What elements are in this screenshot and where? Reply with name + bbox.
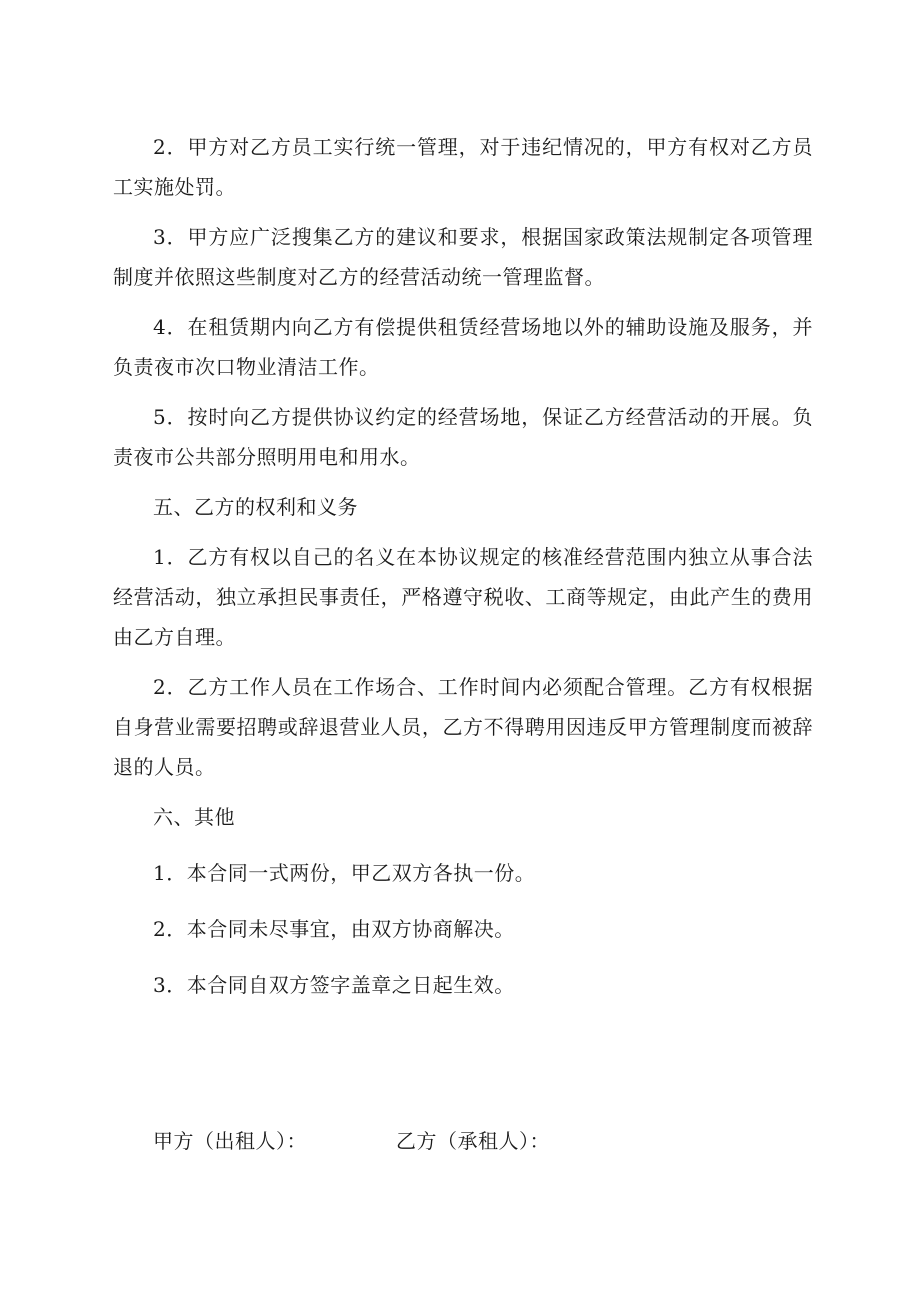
clause-4-3: 3．甲方应广泛搜集乙方的建议和要求，根据国家政策法规制定各项管理制度并依照这些制度对乙方的经营活动统一管理监督。 <box>113 225 813 289</box>
party-b-signature-label: 乙方（承租人）： <box>396 1129 550 1153</box>
clause-6-3: 3．本合同自双方签字盖章之日起生效。 <box>153 973 515 997</box>
clause-5-2: 2．乙方工作人员在工作场合、工作时间内必须配合管理。乙方有权根据自身营业需要招聘或辞退营业人员，乙方不得聘用因违反甲方管理制度而被辞退的人员。 <box>113 675 813 779</box>
section-5-heading: 五、乙方的权利和义务 <box>153 495 358 519</box>
clause-4-5: 5．按时向乙方提供协议约定的经营场地，保证乙方经营活动的开展。负责夜市公共部分照明用电和用水。 <box>113 405 813 469</box>
clause-6-2: 2．本合同未尽事宜，由双方协商解决。 <box>153 917 515 941</box>
signature-row <box>153 1121 773 1161</box>
clause-4-2: 2．甲方对乙方员工实行统一管理，对于违纪情况的，甲方有权对乙方员工实施处罚。 <box>113 135 813 199</box>
party-a-signature-label: 甲方（出租人）： <box>153 1129 307 1153</box>
clause-6-1: 1．本合同一式两份，甲乙双方各执一份。 <box>153 861 536 885</box>
clause-5-1: 1．乙方有权以自己的名义在本协议规定的核准经营范围内独立从事合法经营活动，独立承担民事责任，严格遵守税收、工商等规定，由此产生的费用由乙方自理。 <box>113 545 813 649</box>
document-body <box>113 127 813 1021</box>
clause-4-4: 4．在租赁期内向乙方有偿提供租赁经营场地以外的辅助设施及服务，并负责夜市次口物业清洁工作。 <box>113 315 813 379</box>
section-6-heading: 六、其他 <box>153 805 235 829</box>
